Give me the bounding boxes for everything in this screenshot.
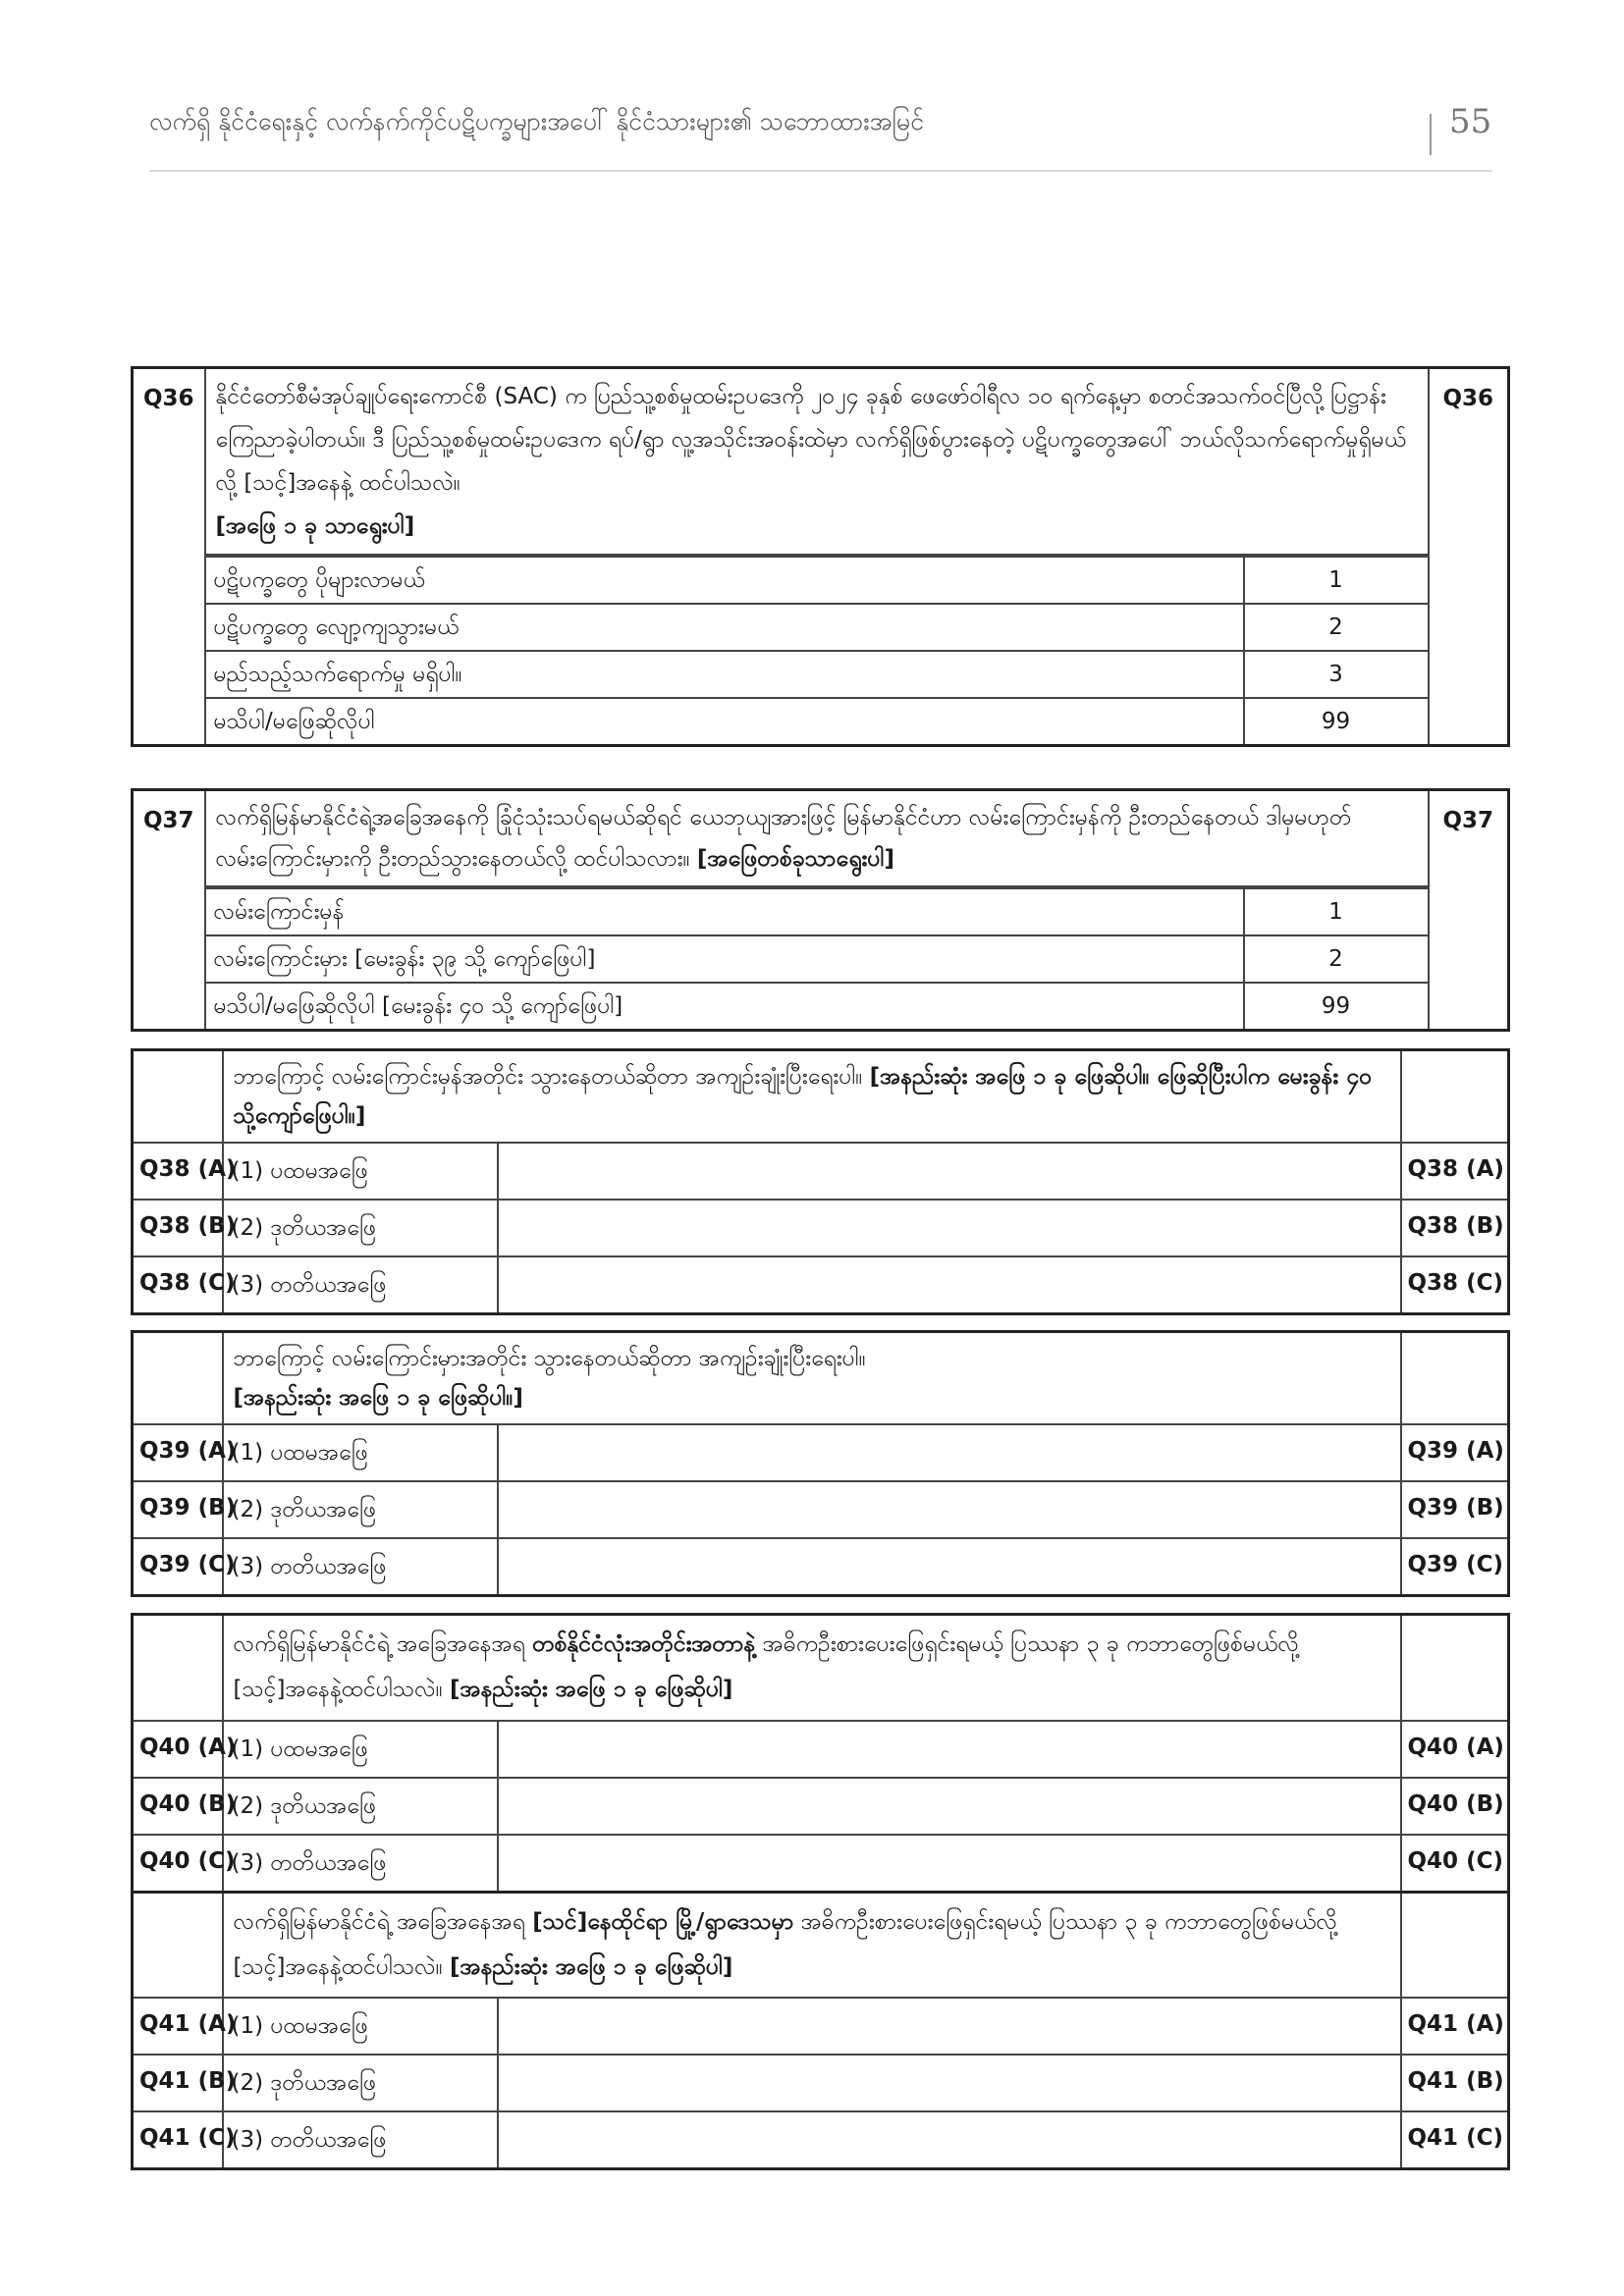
row-id-left: Q40 (C) [133, 1835, 223, 1893]
answer-instruction: [အနည်းဆုံး အဖြေ ၁ ခု ဖြေဆိုပါ။] [233, 1385, 523, 1411]
row-id-right: Q41 (C) [1401, 2111, 1509, 2169]
row-id-left: Q39 (A) [133, 1424, 223, 1481]
row-label: (1) ပထမအဖြေ [223, 1424, 498, 1481]
answer-input-cell[interactable] [498, 1256, 1401, 1314]
question-table-q38 [131, 1048, 1510, 1315]
answer-row [133, 1481, 1509, 1538]
row-id-left: Q41 (C) [133, 2111, 223, 2169]
row-label: (1) ပထမအဖြေ [223, 1143, 498, 1200]
running-header-title: လက်ရှိ နိုင်ငံရေးနှင့် လက်နက်ကိုင်ပဋိပက္ခများအပေါ် နိုင်ငံသားများ၏ သဘောထားအမြင် [149, 107, 924, 135]
option-row[interactable] [206, 651, 1428, 698]
blank-cell [1401, 1615, 1509, 1721]
question-id-left: Q36 [133, 368, 205, 746]
answer-row [133, 1538, 1509, 1596]
question-text: လက်ရှိမြန်မာနိုင်ငံရဲ့ အခြေအနေအရ [233, 1908, 533, 1935]
row-id-right: Q39 (B) [1401, 1481, 1509, 1538]
answer-input-cell[interactable] [498, 1481, 1401, 1538]
answer-row [133, 1778, 1509, 1835]
option-code: 2 [1244, 935, 1428, 983]
row-label: (1) ပထမအဖြေ [223, 1998, 498, 2055]
row-label: (3) တတိယအဖြေ [223, 1538, 498, 1596]
option-label: မသိပါ/မဖြေဆိုလိုပါ [206, 698, 1244, 744]
question-text: အဓိကဦးစားပေးဖြေရှင်းရမယ့် ပြဿနာ ၃ ခု ကဘာတွေဖြစ်မယ်လို့ [သင့်]အနေနဲ့ထင်ပါသလဲ။ [233, 1631, 1299, 1702]
question-id-right: Q37 [1429, 790, 1509, 1031]
question-table-q37 [131, 788, 1510, 1032]
row-label: (1) ပထမအဖြေ [223, 1721, 498, 1778]
answer-input-cell[interactable] [498, 1538, 1401, 1596]
question-id-right: Q36 [1429, 368, 1509, 746]
question-table-q40-q41 [131, 1613, 1510, 2170]
answer-input-cell[interactable] [498, 2055, 1401, 2111]
row-label: (2) ဒုတိယအဖြေ [223, 1200, 498, 1256]
answer-row [133, 1143, 1509, 1200]
blank-cell [133, 1892, 223, 1998]
header-divider [1430, 114, 1432, 155]
blank-cell [133, 1050, 223, 1144]
answer-input-cell[interactable] [498, 1424, 1401, 1481]
row-id-left: Q39 (B) [133, 1481, 223, 1538]
answer-instruction: [အနည်းဆုံး အဖြေ ၁ ခု ဖြေဆိုပါ] [450, 1677, 733, 1702]
answer-row [133, 1200, 1509, 1256]
answer-instruction: [အနည်းဆုံး အဖြေ ၁ ခု ဖြေဆိုပါ] [450, 1953, 733, 1980]
option-code: 3 [1244, 651, 1428, 698]
row-id-right: Q39 (A) [1401, 1424, 1509, 1481]
answer-input-cell[interactable] [498, 1143, 1401, 1200]
question-table-q39 [131, 1330, 1510, 1597]
answer-input-cell[interactable] [498, 2111, 1401, 2169]
question-table-q36 [131, 366, 1510, 747]
answer-input-cell[interactable] [498, 1200, 1401, 1256]
answer-input-cell[interactable] [498, 1835, 1401, 1893]
row-label: (3) တတိယအဖြေ [223, 1256, 498, 1314]
question-text: နိုင်ငံတော်စီမံအုပ်ချုပ်ရေးကောင်စီ (SAC) က ပြည်သူ့စစ်မှုထမ်းဥပဒေကို ၂၀၂၄ ခုနှစ် ဖေဖော်ဝါရီလ ၁၀ ရက်နေ့မှာ စတင်အသက်ဝင်ပြီလို့ ပြဋ္ဌာန်းကြေညာခဲ့ပါတယ်။ ဒီ ပြည်သူ့စစ်မှုထမ်းဥပဒေက ရပ်/ရွာ လူ့အသိုင်းအဝန်းထဲမှာ လက်ရှိဖြစ်ပွားနေတဲ့ ပဋိပက္ခတွေအပေါ် ဘယ်လိုသက်ရောက်မှုရှိမယ်လို့ [သင့်]အနေနဲ့ ထင်ပါသလဲ။ [215, 384, 1407, 496]
option-label: လမ်းကြောင်းမှား [မေးခွန်း ၃၉ သို့ ကျော်ဖြေပါ] [206, 935, 1244, 983]
row-label: (2) ဒုတိယအဖြေ [223, 1778, 498, 1835]
row-id-right: Q39 (C) [1401, 1538, 1509, 1596]
option-code: 1 [1244, 557, 1428, 604]
answer-row [133, 1721, 1509, 1778]
option-code: 2 [1244, 604, 1428, 651]
answer-row [133, 1424, 1509, 1481]
blank-cell [1401, 1892, 1509, 1998]
option-code: 1 [1244, 888, 1428, 935]
option-row[interactable] [206, 935, 1428, 983]
answer-row [133, 2055, 1509, 2111]
question-text: အဓိကဦးစားပေးဖြေရှင်းရမယ့် ပြဿနာ ၃ ခု ကဘာတွေဖြစ်မယ်လို့ [သင့်]အနေနဲ့ထင်ပါသလဲ။ [233, 1908, 1337, 1980]
row-label: (2) ဒုတိယအဖြေ [223, 1481, 498, 1538]
option-label: ပဋိပက္ခတွေ ပိုများလာမယ် [206, 557, 1244, 604]
row-id-right: Q41 (A) [1401, 1998, 1509, 2055]
option-row[interactable] [206, 983, 1428, 1029]
row-id-right: Q38 (A) [1401, 1143, 1509, 1200]
question-text: ဘာကြောင့် လမ်းကြောင်းမှားအတိုင်း သွားနေတယ်ဆိုတာ အကျဉ်းချုံးပြီးရေးပါ။ [233, 1346, 866, 1371]
option-label: လမ်းကြောင်းမှန် [206, 888, 1244, 935]
row-id-left: Q40 (A) [133, 1721, 223, 1778]
blank-cell [133, 1332, 223, 1425]
answer-input-cell[interactable] [498, 1721, 1401, 1778]
header-rule [149, 170, 1492, 172]
question-text: လက်ရှိမြန်မာနိုင်ငံရဲ့ အခြေအနေအရ [233, 1631, 533, 1657]
answer-row [133, 1256, 1509, 1314]
row-id-right: Q40 (A) [1401, 1721, 1509, 1778]
option-label: မည်သည့်သက်ရောက်မှု မရှိပါ။ [206, 651, 1244, 698]
answer-instruction: [အနည်းဆုံး အဖြေ ၁ ခု ဖြေဆိုပါ။ ဖြေဆိုပြီးပါက မေးခွန်း ၄၀ သို့ကျော်ဖြေပါ။] [233, 1064, 1373, 1129]
row-id-right: Q40 (C) [1401, 1835, 1509, 1893]
answer-options [206, 556, 1428, 744]
option-row[interactable] [206, 698, 1428, 744]
answer-row [133, 1835, 1509, 1893]
row-id-left: Q38 (C) [133, 1256, 223, 1314]
question-id-left: Q37 [133, 790, 205, 1031]
option-row[interactable] [206, 604, 1428, 651]
question-text: ဘာကြောင့် လမ်းကြောင်းမှန်အတိုင်း သွားနေတယ်ဆိုတာ အကျဉ်းချုံးပြီးရေးပါ။ [233, 1064, 863, 1090]
row-id-left: Q39 (C) [133, 1538, 223, 1596]
answer-instruction: [အဖြေ ၁ ခု သာရွေးပါ] [215, 513, 415, 539]
answer-row [133, 1998, 1509, 2055]
option-code: 99 [1244, 983, 1428, 1029]
row-label: (2) ဒုတိယအဖြေ [223, 2055, 498, 2111]
question-text-emphasis: [သင်]နေထိုင်ရာ မြို့/ရွာဒေသမှာ [532, 1908, 794, 1935]
row-id-right: Q38 (C) [1401, 1256, 1509, 1314]
row-id-left: Q41 (A) [133, 1998, 223, 2055]
row-id-right: Q40 (B) [1401, 1778, 1509, 1835]
blank-cell [1401, 1050, 1509, 1144]
option-row[interactable] [206, 888, 1428, 935]
page-number: 55 [1449, 102, 1492, 141]
option-row[interactable] [206, 557, 1428, 604]
row-id-left: Q38 (B) [133, 1200, 223, 1256]
row-label: (3) တတိယအဖြေ [223, 2111, 498, 2169]
question-text-emphasis: တစ်နိုင်ငံလုံးအတိုင်းအတာနဲ့ [532, 1631, 756, 1657]
option-label: ပဋိပက္ခတွေ လျော့ကျသွားမယ် [206, 604, 1244, 651]
answer-row [133, 2111, 1509, 2169]
row-id-left: Q38 (A) [133, 1143, 223, 1200]
answer-options [206, 887, 1428, 1029]
blank-cell [1401, 1332, 1509, 1425]
blank-cell [133, 1615, 223, 1721]
answer-input-cell[interactable] [498, 1998, 1401, 2055]
option-label: မသိပါ/မဖြေဆိုလိုပါ [မေးခွန်း ၄၀ သို့ ကျော်ဖြေပါ] [206, 983, 1244, 1029]
answer-input-cell[interactable] [498, 1778, 1401, 1835]
row-label: (3) တတိယအဖြေ [223, 1835, 498, 1893]
row-id-right: Q38 (B) [1401, 1200, 1509, 1256]
row-id-left: Q41 (B) [133, 2055, 223, 2111]
option-code: 99 [1244, 698, 1428, 744]
question-text: လက်ရှိမြန်မာနိုင်ငံရဲ့အခြေအနေကို ခြုံငုံသုံးသပ်ရမယ်ဆိုရင် ယေဘုယျအားဖြင့် မြန်မာနိုင်ငံဟာ လမ်းကြောင်းမှန်ကို ဦးတည်နေတယ် ဒါမှမဟုတ် လမ်းကြောင်းမှားကို ဦးတည်သွားနေတယ်လို့ ထင်ပါသလား။ [215, 805, 1352, 872]
row-id-left: Q40 (B) [133, 1778, 223, 1835]
row-id-right: Q41 (B) [1401, 2055, 1509, 2111]
answer-instruction: [အဖြေတစ်ခုသာရွေးပါ] [696, 846, 894, 872]
